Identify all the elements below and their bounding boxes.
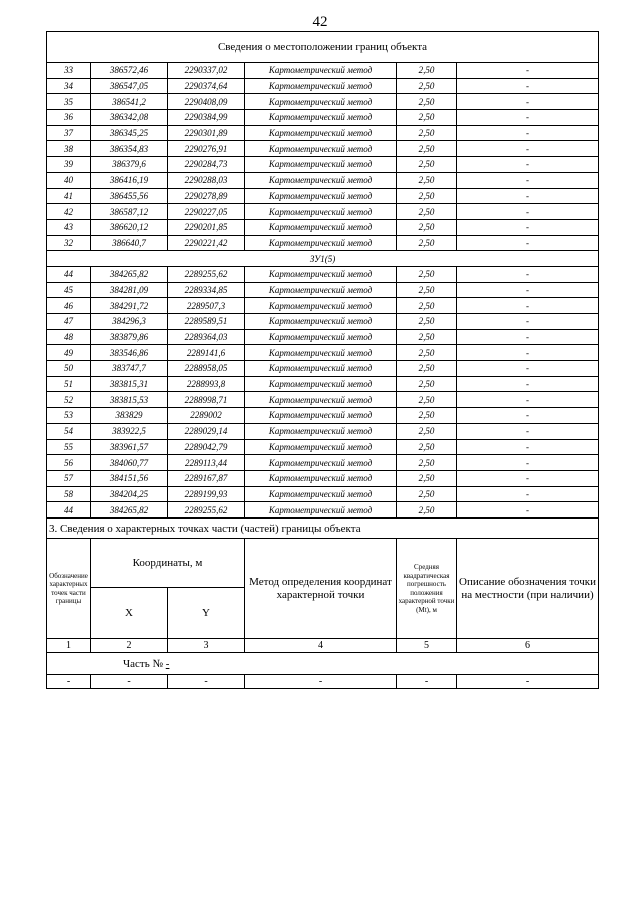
x-header: X — [91, 588, 168, 639]
method: Картометрический метод — [245, 188, 397, 204]
method: Картометрический метод — [245, 298, 397, 314]
method: Картометрический метод — [245, 110, 397, 126]
table-row — [47, 94, 599, 110]
description: - — [457, 219, 599, 235]
accuracy: 2,50 — [397, 172, 457, 188]
method: Картометрический метод — [245, 219, 397, 235]
table-row — [47, 345, 599, 361]
desc-header: Описание обозначения точки на местности (при наличии) — [457, 539, 599, 639]
y-coord: 2290301,89 — [168, 125, 245, 141]
table-row — [47, 455, 599, 471]
accuracy: 2,50 — [397, 502, 457, 518]
accuracy: 2,50 — [397, 392, 457, 408]
method: Картометрический метод — [245, 125, 397, 141]
point-number: 46 — [47, 298, 91, 314]
table-row — [47, 282, 599, 298]
table-row — [47, 204, 599, 220]
method: Картометрический метод — [245, 235, 397, 251]
description: - — [457, 345, 599, 361]
table-row — [47, 235, 599, 251]
point-number: 54 — [47, 423, 91, 439]
method-header: Метод определения координат характерной точки — [245, 539, 397, 639]
table-row — [47, 298, 599, 314]
point-number: 38 — [47, 141, 91, 157]
method: Картометрический метод — [245, 94, 397, 110]
x-coord: 383961,57 — [91, 439, 168, 455]
description: - — [457, 141, 599, 157]
y-coord: 2290201,85 — [168, 219, 245, 235]
empty-cell: - — [47, 675, 91, 689]
accuracy: 2,50 — [397, 282, 457, 298]
accuracy: 2,50 — [397, 78, 457, 94]
accuracy: 2,50 — [397, 423, 457, 439]
y-header: Y — [168, 588, 245, 639]
table-row — [47, 110, 599, 126]
accuracy: 2,50 — [397, 141, 457, 157]
method: Картометрический метод — [245, 329, 397, 345]
y-coord: 2289029,14 — [168, 423, 245, 439]
method: Картометрический метод — [245, 470, 397, 486]
part-label-cell — [47, 653, 599, 675]
method: Картометрический метод — [245, 204, 397, 220]
y-coord: 2290374,64 — [168, 78, 245, 94]
col-point-header: Обозначение характерных точек части границы — [47, 539, 91, 639]
accuracy: 2,50 — [397, 125, 457, 141]
x-coord: 383879,86 — [91, 329, 168, 345]
y-coord: 2288958,05 — [168, 361, 245, 377]
accuracy: 2,50 — [397, 439, 457, 455]
x-coord: 386587,12 — [91, 204, 168, 220]
point-number: 32 — [47, 235, 91, 251]
table-row — [47, 376, 599, 392]
y-coord: 2290288,03 — [168, 172, 245, 188]
empty-cell: - — [457, 675, 599, 689]
table-row — [47, 157, 599, 173]
x-coord: 384204,25 — [91, 486, 168, 502]
description: - — [457, 125, 599, 141]
accuracy: 2,50 — [397, 266, 457, 282]
x-coord: 386354,83 — [91, 141, 168, 157]
y-coord: 2289255,62 — [168, 266, 245, 282]
x-coord: 384265,82 — [91, 502, 168, 518]
description: - — [457, 408, 599, 424]
point-number: 37 — [47, 125, 91, 141]
description: - — [457, 78, 599, 94]
y-coord: 2289167,87 — [168, 470, 245, 486]
y-coord: 2289113,44 — [168, 455, 245, 471]
description: - — [457, 486, 599, 502]
x-coord: 386620,12 — [91, 219, 168, 235]
x-coord: 384265,82 — [91, 266, 168, 282]
y-coord: 2290227,05 — [168, 204, 245, 220]
table-row — [47, 125, 599, 141]
description: - — [457, 282, 599, 298]
y-coord: 2289199,93 — [168, 486, 245, 502]
accuracy: 2,50 — [397, 314, 457, 330]
x-coord: 386455,56 — [91, 188, 168, 204]
table-row — [47, 392, 599, 408]
method: Картометрический метод — [245, 172, 397, 188]
method: Картометрический метод — [245, 486, 397, 502]
section3-title: 3. Сведения о характерных точках части (частей) границы объекта — [47, 519, 599, 539]
accuracy: 2,50 — [397, 408, 457, 424]
accuracy: 2,50 — [397, 455, 457, 471]
description: - — [457, 314, 599, 330]
table-row — [47, 63, 599, 79]
x-coord: 384281,09 — [91, 282, 168, 298]
y-coord: 2290384,99 — [168, 110, 245, 126]
table-row — [47, 502, 599, 518]
accuracy: 2,50 — [397, 188, 457, 204]
point-number: 56 — [47, 455, 91, 471]
table-row — [47, 439, 599, 455]
x-coord: 384296,3 — [91, 314, 168, 330]
subsection-header: ЗУ1(5) — [47, 251, 599, 267]
description: - — [457, 423, 599, 439]
col-num: 5 — [397, 639, 457, 653]
x-coord: 383815,31 — [91, 376, 168, 392]
x-coord: 386416,19 — [91, 172, 168, 188]
accuracy: 2,50 — [397, 376, 457, 392]
x-coord: 386342,08 — [91, 110, 168, 126]
table-row — [47, 408, 599, 424]
point-number: 40 — [47, 172, 91, 188]
point-number: 50 — [47, 361, 91, 377]
description: - — [457, 470, 599, 486]
point-number: 49 — [47, 345, 91, 361]
y-coord: 2289507,3 — [168, 298, 245, 314]
part-points-table — [46, 518, 599, 689]
table-row — [47, 361, 599, 377]
method: Картометрический метод — [245, 408, 397, 424]
col-num: 3 — [168, 639, 245, 653]
x-coord: 384151,56 — [91, 470, 168, 486]
method: Картометрический метод — [245, 392, 397, 408]
description: - — [457, 376, 599, 392]
empty-cell: - — [168, 675, 245, 689]
table-row — [47, 329, 599, 345]
y-coord: 2290408,09 — [168, 94, 245, 110]
method: Картометрический метод — [245, 266, 397, 282]
accuracy: 2,50 — [397, 235, 457, 251]
y-coord: 2289042,79 — [168, 439, 245, 455]
boundary-table — [46, 31, 599, 518]
page-number: 42 — [312, 14, 328, 30]
coords-header: Координаты, м — [91, 539, 245, 588]
description: - — [457, 439, 599, 455]
description: - — [457, 502, 599, 518]
table-row — [47, 219, 599, 235]
section-title: Сведения о местоположении границ объекта — [47, 32, 599, 63]
table-row — [47, 470, 599, 486]
point-number: 36 — [47, 110, 91, 126]
part-value: - — [165, 657, 170, 670]
method: Картометрический метод — [245, 455, 397, 471]
y-coord: 2290276,91 — [168, 141, 245, 157]
table-row — [47, 314, 599, 330]
description: - — [457, 204, 599, 220]
x-coord: 386345,25 — [91, 125, 168, 141]
method: Картометрический метод — [245, 502, 397, 518]
method: Картометрический метод — [245, 423, 397, 439]
accuracy: 2,50 — [397, 110, 457, 126]
y-coord: 2288993,8 — [168, 376, 245, 392]
table-row — [47, 141, 599, 157]
accuracy: 2,50 — [397, 204, 457, 220]
point-number: 48 — [47, 329, 91, 345]
table-row — [47, 78, 599, 94]
description: - — [457, 266, 599, 282]
table-row — [47, 188, 599, 204]
description: - — [457, 235, 599, 251]
y-coord: 2289002 — [168, 408, 245, 424]
method: Картометрический метод — [245, 376, 397, 392]
empty-cell: - — [245, 675, 397, 689]
point-number: 42 — [47, 204, 91, 220]
table-row — [47, 172, 599, 188]
point-number: 43 — [47, 219, 91, 235]
description: - — [457, 361, 599, 377]
y-coord: 2289334,85 — [168, 282, 245, 298]
accuracy: 2,50 — [397, 157, 457, 173]
point-number: 52 — [47, 392, 91, 408]
point-number: 51 — [47, 376, 91, 392]
x-coord: 384060,77 — [91, 455, 168, 471]
y-coord: 2289589,51 — [168, 314, 245, 330]
description: - — [457, 455, 599, 471]
x-coord: 384291,72 — [91, 298, 168, 314]
x-coord: 386379,6 — [91, 157, 168, 173]
table-row — [47, 266, 599, 282]
y-coord: 2288998,71 — [168, 392, 245, 408]
method: Картометрический метод — [245, 63, 397, 79]
y-coord: 2289364,03 — [168, 329, 245, 345]
accuracy: 2,50 — [397, 486, 457, 502]
point-number: 55 — [47, 439, 91, 455]
description: - — [457, 172, 599, 188]
point-number: 45 — [47, 282, 91, 298]
accuracy: 2,50 — [397, 470, 457, 486]
x-coord: 383546,86 — [91, 345, 168, 361]
y-coord: 2290221,42 — [168, 235, 245, 251]
x-coord: 383829 — [91, 408, 168, 424]
point-number: 58 — [47, 486, 91, 502]
method: Картометрический метод — [245, 361, 397, 377]
point-number: 44 — [47, 502, 91, 518]
col-num: 4 — [245, 639, 397, 653]
point-number: 33 — [47, 63, 91, 79]
x-coord: 386547,05 — [91, 78, 168, 94]
accuracy: 2,50 — [397, 94, 457, 110]
accuracy: 2,50 — [397, 219, 457, 235]
x-coord: 386541,2 — [91, 94, 168, 110]
col-num: 6 — [457, 639, 599, 653]
description: - — [457, 94, 599, 110]
point-number: 34 — [47, 78, 91, 94]
y-coord: 2289255,62 — [168, 502, 245, 518]
method: Картометрический метод — [245, 282, 397, 298]
description: - — [457, 157, 599, 173]
description: - — [457, 63, 599, 79]
empty-cell: - — [397, 675, 457, 689]
part-label: Часть № — [123, 657, 163, 670]
accuracy: 2,50 — [397, 63, 457, 79]
y-coord: 2290278,89 — [168, 188, 245, 204]
empty-cell: - — [91, 675, 168, 689]
point-number: 35 — [47, 94, 91, 110]
description: - — [457, 188, 599, 204]
point-number: 44 — [47, 266, 91, 282]
x-coord: 383815,53 — [91, 392, 168, 408]
point-number: 39 — [47, 157, 91, 173]
y-coord: 2289141,6 — [168, 345, 245, 361]
description: - — [457, 110, 599, 126]
point-number: 57 — [47, 470, 91, 486]
description: - — [457, 392, 599, 408]
accuracy: 2,50 — [397, 345, 457, 361]
method: Картометрический метод — [245, 157, 397, 173]
y-coord: 2290284,73 — [168, 157, 245, 173]
point-number: 53 — [47, 408, 91, 424]
method: Картометрический метод — [245, 314, 397, 330]
point-number: 47 — [47, 314, 91, 330]
accuracy: 2,50 — [397, 361, 457, 377]
y-coord: 2290337,02 — [168, 63, 245, 79]
x-coord: 383922,5 — [91, 423, 168, 439]
col-num: 2 — [91, 639, 168, 653]
x-coord: 386640,7 — [91, 235, 168, 251]
accuracy: 2,50 — [397, 329, 457, 345]
method: Картометрический метод — [245, 141, 397, 157]
method: Картометрический метод — [245, 345, 397, 361]
table-row — [47, 486, 599, 502]
col-num: 1 — [47, 639, 91, 653]
description: - — [457, 329, 599, 345]
x-coord: 383747,7 — [91, 361, 168, 377]
method: Картометрический метод — [245, 439, 397, 455]
x-coord: 386572,46 — [91, 63, 168, 79]
table-row — [47, 423, 599, 439]
accuracy-header: Средняя квадратическая погрешность положения характерной точки (Mt), м — [397, 539, 457, 639]
accuracy: 2,50 — [397, 298, 457, 314]
method: Картометрический метод — [245, 78, 397, 94]
point-number: 41 — [47, 188, 91, 204]
description: - — [457, 298, 599, 314]
